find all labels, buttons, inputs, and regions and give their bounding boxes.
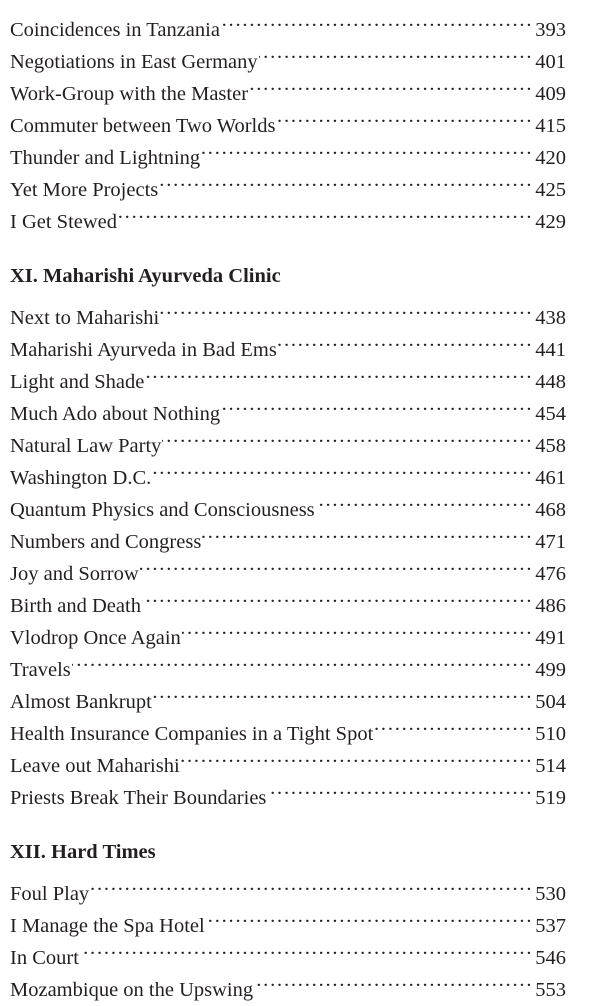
page-number: 546 (535, 947, 566, 969)
dot-leader (140, 548, 534, 580)
entry-title: Travels (10, 659, 71, 681)
page-number: 429 (535, 211, 566, 233)
dot-leader (159, 164, 533, 196)
entry-title: Work-Group with the Master (10, 83, 249, 105)
page-number: 499 (535, 659, 566, 681)
entry-title: Health Insurance Companies in a Tight Spot (10, 723, 374, 745)
entry-title: In Court (10, 947, 79, 969)
dot-leader (145, 356, 533, 388)
entry-title: Coincidences in Tanzania (10, 19, 220, 41)
page-number: 415 (535, 115, 566, 137)
entry-title: I Manage the Spa Hotel (10, 915, 205, 937)
dot-leader (182, 612, 533, 644)
page-number: 441 (535, 339, 566, 361)
dot-leader (267, 772, 533, 804)
section-heading: XI. Maharishi Ayurveda Clinic (10, 265, 281, 287)
entry-title: I Get Stewed (10, 211, 118, 233)
page-number: 393 (535, 19, 566, 41)
dot-leader (118, 196, 533, 228)
entry-title: Negotiations in East Germany (10, 51, 258, 73)
page-number: 491 (535, 627, 566, 649)
entry-title: Numbers and Congress (10, 531, 202, 553)
entry-title: Yet More Projects (10, 179, 159, 201)
entry-title: Thunder and Lightning (10, 147, 201, 169)
dot-leader (162, 420, 533, 452)
toc-entry (10, 868, 566, 905)
page-number: 514 (535, 755, 566, 777)
dot-leader (201, 132, 533, 164)
page-number: 420 (535, 147, 566, 169)
entry-title: Much Ado about Nothing (10, 403, 221, 425)
entry-title: Almost Bankrupt (10, 691, 152, 713)
dot-leader (90, 868, 533, 900)
page-number: 425 (535, 179, 566, 201)
table-of-contents (10, 4, 566, 1001)
toc-entry (10, 900, 566, 937)
page-number: 537 (535, 915, 566, 937)
dot-leader (276, 100, 533, 132)
dot-leader (160, 292, 533, 324)
entry-title: Foul Play (10, 883, 90, 905)
entry-title: Commuter between Two Worlds (10, 115, 276, 137)
dot-leader (206, 900, 534, 932)
page-number: 468 (535, 499, 566, 521)
page-number: 458 (535, 435, 566, 457)
entry-title: Vlodrop Once Again (10, 627, 181, 649)
dot-leader (153, 676, 533, 708)
page-number: 438 (535, 307, 566, 329)
page-number: 409 (535, 83, 566, 105)
entry-title: Light and Shade (10, 371, 145, 393)
dot-leader (316, 484, 534, 516)
toc-entry (10, 292, 566, 329)
page-number: 454 (535, 403, 566, 425)
entry-title: Quantum Physics and Consciousness (10, 499, 315, 521)
page-number: 553 (535, 979, 566, 1001)
entry-title: Washington D.C. (10, 467, 152, 489)
toc-entry (10, 4, 566, 41)
dot-leader (181, 740, 534, 772)
dot-leader (221, 388, 533, 420)
toc-entry (10, 676, 566, 713)
section-heading: XII. Hard Times (10, 841, 156, 863)
entry-title: Birth and Death (10, 595, 141, 617)
dot-leader (152, 452, 533, 484)
dot-leader (221, 4, 533, 36)
page-number: 530 (535, 883, 566, 905)
toc-entry (10, 644, 566, 681)
page-number: 510 (535, 723, 566, 745)
entry-title: Natural Law Party (10, 435, 162, 457)
toc-entry (10, 932, 566, 969)
dot-leader (72, 644, 534, 676)
entry-title: Leave out Maharishi (10, 755, 180, 777)
dot-leader (374, 708, 533, 740)
page-number: 471 (535, 531, 566, 553)
entry-title: Joy and Sorrow (10, 563, 139, 585)
entry-title: Maharishi Ayurveda in Bad Ems (10, 339, 277, 361)
dot-leader (259, 36, 534, 68)
entry-title: Mozambique on the Upswing (10, 979, 254, 1001)
page-number: 401 (535, 51, 566, 73)
dot-leader (202, 516, 533, 548)
page-number: 448 (535, 371, 566, 393)
dot-leader (249, 68, 533, 100)
page-number: 461 (535, 467, 566, 489)
page-number: 486 (535, 595, 566, 617)
dot-leader (80, 932, 533, 964)
entry-title: Next to Maharishi (10, 307, 160, 329)
dot-leader (254, 964, 533, 996)
dot-leader (278, 324, 533, 356)
page-number: 476 (535, 563, 566, 585)
toc-entry (10, 964, 566, 1001)
dot-leader (142, 580, 533, 612)
entry-title: Priests Break Their Boundaries (10, 787, 267, 809)
page-number: 519 (535, 787, 566, 809)
page-number: 504 (535, 691, 566, 713)
